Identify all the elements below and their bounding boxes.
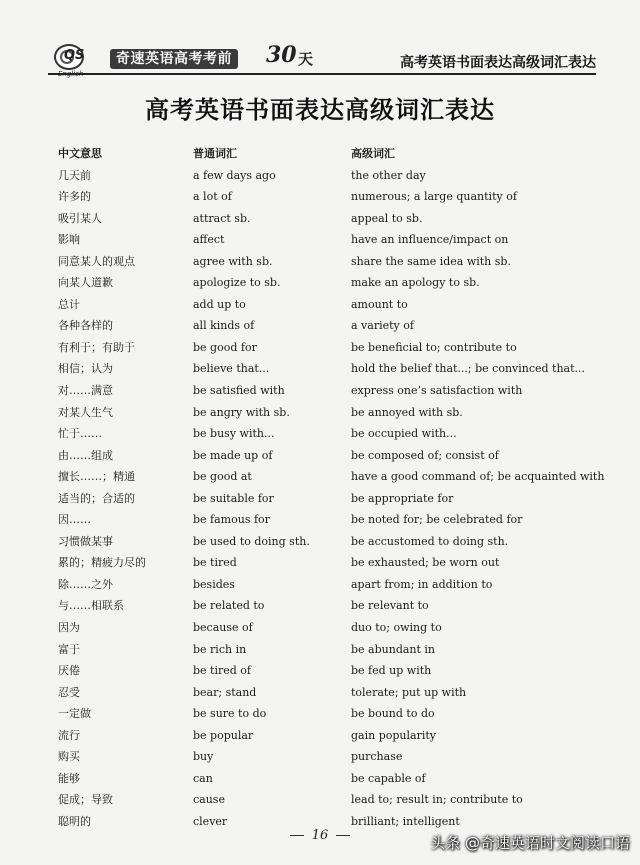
- header-divider: [48, 73, 596, 75]
- table-row: [58, 488, 618, 510]
- advanced-word: be exhausted; be worn out: [351, 556, 500, 570]
- table-row: [58, 639, 618, 661]
- vocabulary-table: [58, 143, 618, 833]
- chinese-meaning: 累的；精疲力尽的: [58, 556, 146, 570]
- common-word: bear; stand: [193, 685, 257, 699]
- table-row: [58, 423, 618, 445]
- advanced-word: lead to; result in; contribute to: [351, 793, 523, 807]
- footer-dash-left: [290, 835, 304, 836]
- footer-dash-right: [336, 835, 350, 836]
- table-row: [58, 402, 618, 424]
- chinese-meaning: 除……之外: [58, 577, 113, 591]
- common-word: attract sb.: [193, 211, 251, 225]
- page-header: [48, 44, 596, 72]
- advanced-word: tolerate; put up with: [351, 685, 467, 699]
- chinese-meaning: 聪明的: [58, 814, 91, 828]
- table-row: [58, 208, 618, 230]
- common-word: be rich in: [193, 642, 247, 656]
- table-row: [58, 725, 618, 747]
- advanced-word: be bound to do: [351, 707, 435, 721]
- common-word: buy: [193, 750, 214, 764]
- common-word: be good at: [193, 470, 252, 484]
- chinese-meaning: 总计: [58, 297, 80, 311]
- advanced-word: be noted for; be celebrated for: [351, 513, 523, 527]
- chinese-meaning: 购买: [58, 750, 80, 764]
- chinese-meaning: 促成；导致: [58, 793, 113, 807]
- advanced-word: be appropriate for: [351, 491, 454, 505]
- table-body: [58, 165, 618, 833]
- table-row: [58, 682, 618, 704]
- table-row: [58, 337, 618, 359]
- table-row: [58, 229, 618, 251]
- common-word: affect: [193, 233, 225, 247]
- watermark: 头条 @奇速英语时文阅读口语: [430, 834, 630, 852]
- column-header-chinese: 中文意思: [58, 147, 102, 160]
- chinese-meaning: 由……组成: [58, 448, 113, 462]
- advanced-word: appeal to sb.: [351, 211, 423, 225]
- common-word: be satisfied with: [193, 384, 285, 398]
- running-title: 高考英语书面表达高级词汇表达: [400, 55, 596, 71]
- advanced-word: amount to: [351, 297, 408, 311]
- advanced-word: be capable of: [351, 771, 426, 785]
- brand-day: 天: [298, 50, 314, 68]
- advanced-word: be fed up with: [351, 664, 432, 678]
- common-word: can: [193, 771, 213, 785]
- advanced-word: be occupied with...: [351, 427, 457, 441]
- logo-letters: QS: [64, 48, 85, 63]
- common-word: be tired: [193, 556, 237, 570]
- column-header-advanced: 高级词汇: [351, 147, 395, 160]
- common-word: be busy with...: [193, 427, 275, 441]
- advanced-word: be annoyed with sb.: [351, 405, 463, 419]
- common-word: be famous for: [193, 513, 270, 527]
- common-word: apologize to sb.: [193, 276, 281, 290]
- common-word: be good for: [193, 340, 257, 354]
- chinese-meaning: 几天前: [58, 168, 91, 182]
- common-word: add up to: [193, 297, 246, 311]
- chinese-meaning: 相信；认为: [58, 362, 113, 376]
- chinese-meaning: 能够: [58, 771, 80, 785]
- advanced-word: gain popularity: [351, 728, 436, 742]
- table-row: [58, 574, 618, 596]
- advanced-word: be abundant in: [351, 642, 436, 656]
- table-row: [58, 703, 618, 725]
- table-row: [58, 445, 618, 467]
- common-word: clever: [193, 814, 228, 828]
- chinese-meaning: 吸引某人: [58, 211, 102, 225]
- advanced-word: have a good command of; be acquainted with: [351, 470, 605, 484]
- chinese-meaning: 对……满意: [58, 384, 113, 398]
- chinese-meaning: 许多的: [58, 190, 91, 204]
- chinese-meaning: 有利于；有助于: [58, 340, 135, 354]
- chinese-meaning: 忍受: [58, 685, 80, 699]
- table-row: [58, 768, 618, 790]
- page-title: 高考英语书面表达高级词汇表达: [145, 95, 495, 124]
- chinese-meaning: 影响: [58, 233, 80, 247]
- brand-number: 30: [266, 42, 297, 68]
- table-row: [58, 552, 618, 574]
- advanced-word: brilliant; intelligent: [351, 814, 460, 828]
- table-row: [58, 660, 618, 682]
- common-word: be made up of: [193, 448, 273, 462]
- chinese-meaning: 向某人道歉: [58, 276, 113, 290]
- advanced-word: be relevant to: [351, 599, 429, 613]
- table-row: [58, 186, 618, 208]
- common-word: a few days ago: [193, 168, 276, 182]
- table-row: [58, 595, 618, 617]
- common-word: be suitable for: [193, 491, 274, 505]
- advanced-word: share the same idea with sb.: [351, 254, 511, 268]
- table-header-row: [58, 143, 618, 165]
- table-row: [58, 746, 618, 768]
- advanced-word: hold the belief that...; be convinced that...: [351, 362, 586, 376]
- chinese-meaning: 擅长……；精通: [58, 470, 135, 484]
- chinese-meaning: 同意某人的观点: [58, 254, 135, 268]
- table-row: [58, 509, 618, 531]
- common-word: agree with sb.: [193, 254, 273, 268]
- advanced-word: duo to; owing to: [351, 621, 442, 635]
- column-header-common: 普通词汇: [193, 147, 237, 160]
- table-row: [58, 789, 618, 811]
- chinese-meaning: 因为: [58, 621, 80, 635]
- advanced-word: numerous; a large quantity of: [351, 190, 517, 204]
- table-row: [58, 380, 618, 402]
- table-row: [58, 272, 618, 294]
- advanced-word: apart from; in addition to: [351, 577, 493, 591]
- common-word: be popular: [193, 728, 254, 742]
- common-word: believe that...: [193, 362, 270, 376]
- advanced-word: be composed of; consist of: [351, 448, 499, 462]
- common-word: be related to: [193, 599, 265, 613]
- chinese-meaning: 习惯做某事: [58, 534, 113, 548]
- table-row: [58, 165, 618, 187]
- advanced-word: make an apology to sb.: [351, 276, 480, 290]
- common-word: be used to doing sth.: [193, 534, 310, 548]
- chinese-meaning: 对某人生气: [58, 405, 113, 419]
- chinese-meaning: 适当的；合适的: [58, 491, 135, 505]
- table-row: [58, 294, 618, 316]
- common-word: be sure to do: [193, 707, 267, 721]
- chinese-meaning: 忙于……: [58, 427, 102, 441]
- table-row: [58, 531, 618, 553]
- table-row: [58, 617, 618, 639]
- chinese-meaning: 各种各样的: [58, 319, 113, 333]
- chinese-meaning: 一定做: [58, 707, 91, 721]
- common-word: besides: [193, 577, 235, 591]
- advanced-word: express one’s satisfaction with: [351, 384, 523, 398]
- advanced-word: be beneficial to; contribute to: [351, 340, 517, 354]
- advanced-word: purchase: [351, 750, 403, 764]
- chinese-meaning: 流行: [58, 728, 80, 742]
- table-row: [58, 251, 618, 273]
- page-number: 16: [311, 828, 329, 843]
- common-word: all kinds of: [193, 319, 255, 333]
- table-row: [58, 466, 618, 488]
- advanced-word: be accustomed to doing sth.: [351, 534, 509, 548]
- common-word: because of: [193, 621, 253, 635]
- chinese-meaning: 与……相联系: [58, 599, 124, 613]
- common-word: be tired of: [193, 664, 251, 678]
- advanced-word: the other day: [351, 168, 426, 182]
- common-word: be angry with sb.: [193, 405, 290, 419]
- table-row: [58, 315, 618, 337]
- common-word: cause: [193, 793, 225, 807]
- chinese-meaning: 富于: [58, 642, 80, 656]
- brand-name: 奇速英语高考考前: [110, 49, 238, 69]
- chinese-meaning: 厌倦: [58, 664, 80, 678]
- common-word: a lot of: [193, 190, 232, 204]
- advanced-word: have an influence/impact on: [351, 233, 509, 247]
- advanced-word: a variety of: [351, 319, 414, 333]
- chinese-meaning: 因……: [58, 513, 91, 527]
- table-row: [58, 358, 618, 380]
